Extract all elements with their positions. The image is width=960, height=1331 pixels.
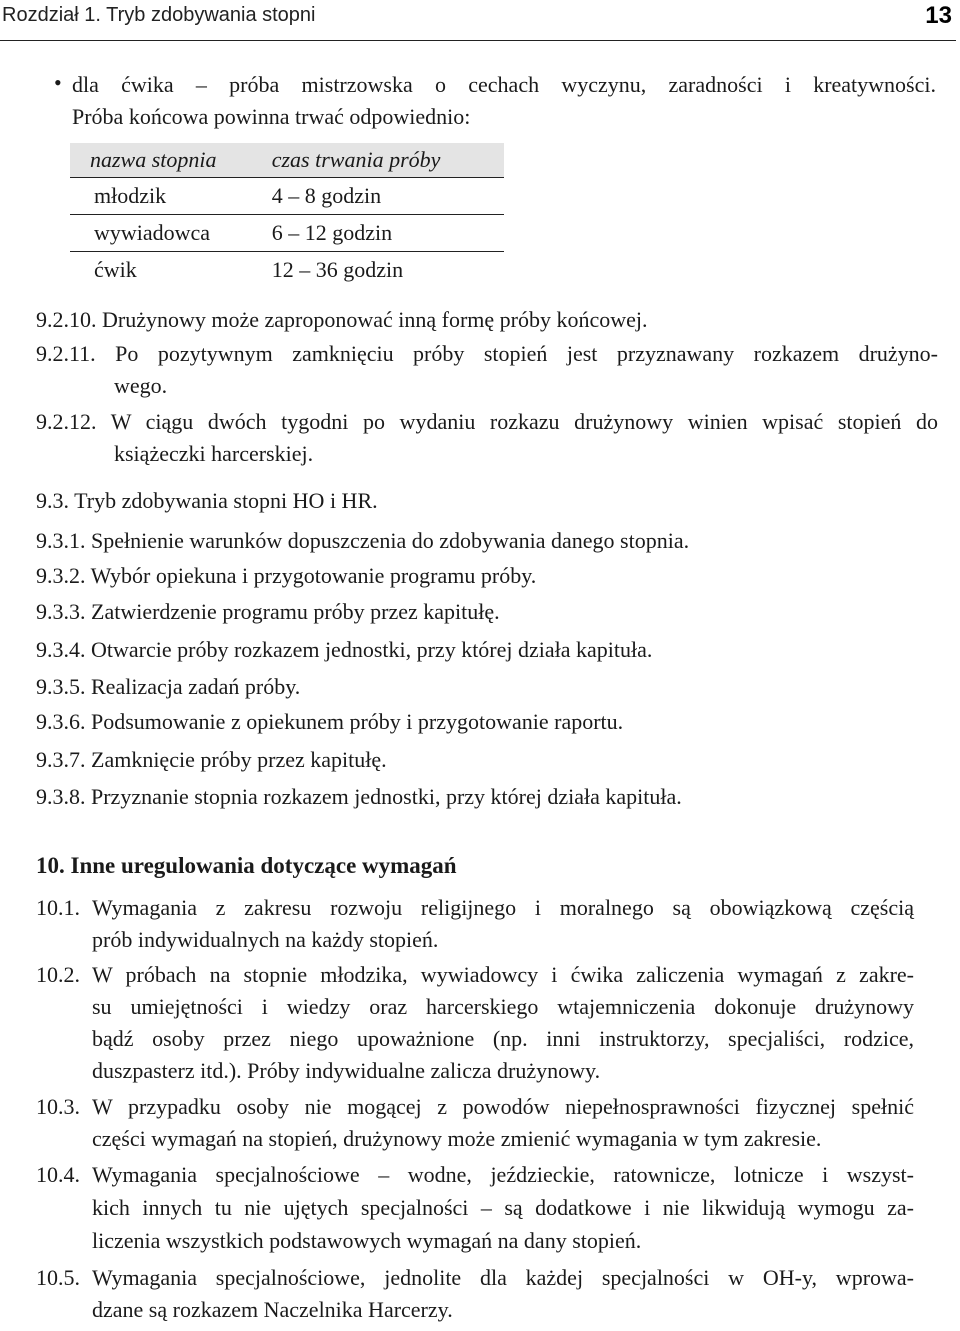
- item-10-5-line: Wymagania specjalnościowe, jednolite dla każdej specjalności w OH-y, wprowa-: [92, 1265, 914, 1290]
- table-row: [70, 252, 504, 289]
- item-9-2-12-line-1: 9.2.12. W ciągu dwóch tygodni po wydaniu rozkazu drużynowy winien wpisać stopień do: [36, 409, 938, 434]
- item-9-3-6: 9.3.6. Podsumowanie z opiekunem próby i przygotowanie raportu.: [36, 709, 624, 734]
- item-10-4-line: liczenia wszystkich podstawowych wymagań na dany stopień.: [92, 1228, 642, 1253]
- item-9-3-4: 9.3.4. Otwarcie próby rozkazem jednostki, przy której działa kapituła.: [36, 637, 653, 662]
- item-number: 10.1.: [36, 895, 80, 920]
- item-number: 10.2.: [36, 962, 80, 987]
- item-10-4-line: Wymagania specjalnościowe – wodne, jeździeckie, ratownicze, lotnicze i wszyst-: [92, 1162, 914, 1187]
- item-number: 10.4.: [36, 1162, 80, 1187]
- table-row: [70, 178, 504, 215]
- rank-cell: młodzik: [70, 178, 272, 215]
- item-9-3-5: 9.3.5. Realizacja zadań próby.: [36, 674, 301, 699]
- item-9-3-3: 9.3.3. Zatwierdzenie programu próby przez kapitułę.: [36, 599, 500, 624]
- item-number: 10.5.: [36, 1265, 80, 1290]
- item-9-3-1: 9.3.1. Spełnienie warunków dopuszczenia do zdobywania danego stopnia.: [36, 528, 690, 553]
- table-row: [70, 215, 504, 252]
- item-10-3-line: W przypadku osoby nie mogącej z powodów niepełnosprawności fizycznej spełnić: [92, 1094, 914, 1119]
- item-10-2-line: su umiejętności i wiedzy oraz harcerskiego wtajemniczenia dokonuje drużynowy: [92, 994, 914, 1019]
- page-number: 13: [925, 2, 952, 29]
- item-9-2-10: 9.2.10. Drużynowy może zaproponować inną formę próby końcowej.: [36, 307, 648, 332]
- table-header-row: [70, 143, 504, 178]
- item-9-3-8: 9.3.8. Przyznanie stopnia rozkazem jednostki, przy której działa kapituła.: [36, 784, 682, 809]
- section-9-3-title: 9.3. Tryb zdobywania stopni HO i HR.: [36, 488, 378, 513]
- rank-cell: wywiadowca: [70, 215, 272, 252]
- item-9-3-2: 9.3.2. Wybór opiekuna i przygotowanie programu próby.: [36, 563, 537, 588]
- duration-cell: 12 – 36 godzin: [271, 257, 404, 282]
- item-10-3-line: części wymagań na stopień, drużynowy może zmienić wymagania w tym zakresie.: [92, 1126, 822, 1151]
- running-title: Rozdział 1. Tryb zdobywania stopni: [2, 4, 316, 26]
- rank-cell: ćwik: [94, 257, 137, 282]
- page-header: [0, 0, 956, 41]
- header-duration: czas trwania próby: [272, 143, 504, 178]
- duration-cell: 6 – 12 godzin: [272, 215, 504, 252]
- item-9-2-12-line-2: książeczki harcerskiej.: [114, 441, 314, 466]
- item-10-2-line: duszpasterz itd.). Próby indywidualne zalicza drużynowy.: [92, 1058, 601, 1083]
- duration-cell: 4 – 8 godzin: [272, 178, 504, 215]
- item-10-2-line: W próbach na stopnie młodzika, wywiadowcy i ćwika zaliczenia wymagań z zakre-: [92, 962, 914, 987]
- item-9-3-7: 9.3.7. Zamknięcie próby przez kapitułę.: [36, 747, 387, 772]
- item-9-2-11-line-2: wego.: [114, 373, 168, 398]
- item-10-5-line: dzane są rozkazem Naczelnika Harcerzy.: [92, 1297, 453, 1322]
- duration-table: [70, 143, 504, 288]
- intro-line-1: dla ćwika – próba mistrzowska o cechach wyczynu, zaradności i kreatywności.: [72, 72, 936, 97]
- item-10-4-line: kich innych tu nie ujętych specjalności – są dodatkowe i nie likwidują wymogu za-: [92, 1195, 914, 1220]
- section-10-heading: 10. Inne uregulowania dotyczące wymagań: [36, 853, 457, 878]
- item-10-1-line: Wymagania z zakresu rozwoju religijnego i moralnego są obowiązkową częścią: [92, 895, 914, 920]
- bullet-icon: •: [54, 70, 62, 95]
- item-number: 10.3.: [36, 1094, 80, 1119]
- item-10-2-line: bądź osoby przez niego upoważnione (np. inni instruktorzy, specjaliści, rodzice,: [92, 1026, 914, 1051]
- header-rank: nazwa stopnia: [70, 143, 272, 178]
- item-10-1-line: prób indywidualnych na każdy stopień.: [92, 927, 439, 952]
- intro-line-2: Próba końcowa powinna trwać odpowiednio:: [72, 104, 471, 129]
- item-9-2-11-line-1: 9.2.11. Po pozytywnym zamknięciu próby stopień jest przyznawany rozkazem drużyno-: [36, 341, 938, 366]
